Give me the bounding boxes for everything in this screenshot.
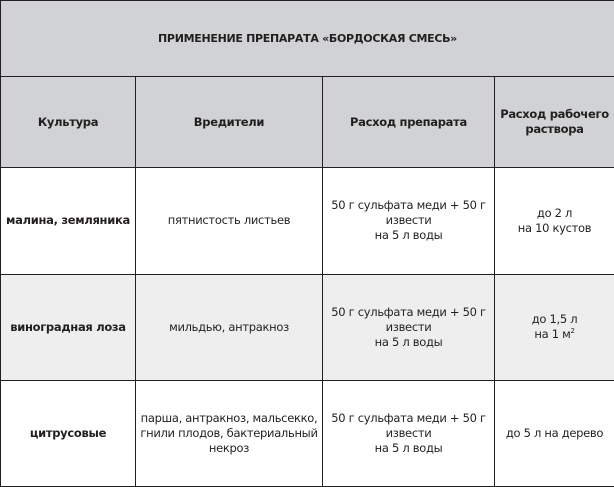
cell-crop: малина, земляника: [1, 168, 136, 274]
table-title: ПРИМЕНЕНИЕ ПРЕПАРАТА «БОРДОСКАЯ СМЕСЬ»: [1, 1, 614, 77]
cell-solution: [495, 168, 614, 274]
cell-pests: парша, антракноз, мальсекко, гнили плодов, бактериальный некроз: [136, 380, 323, 486]
table-title-row: [1, 1, 614, 77]
solution-text: до 2 л на 10 кустов: [517, 205, 592, 235]
table-row: [1, 274, 614, 380]
table-header-row: [1, 77, 614, 168]
table-row: [1, 380, 614, 486]
cell-dose: 50 г сульфата меди + 50 г извести на 5 л воды: [323, 380, 495, 486]
solution-text: до 1,5 л на 1 м: [531, 312, 578, 342]
cell-crop: цитрусовые: [1, 380, 136, 486]
cell-pests: мильдью, антракноз: [136, 274, 323, 380]
header-dose: Расход препарата: [323, 77, 495, 168]
header-crop: Культура: [1, 77, 136, 168]
cell-crop: виноградная лоза: [1, 274, 136, 380]
cell-solution: [495, 380, 614, 486]
solution-text: до 5 л на дерево: [505, 425, 604, 440]
table-row: [1, 168, 614, 274]
header-pests: Вредители: [136, 77, 323, 168]
cell-solution: [495, 274, 614, 380]
cell-dose: 50 г сульфата меди + 50 г извести на 5 л воды: [323, 168, 495, 274]
cell-pests: пятнистость листьев: [136, 168, 323, 274]
header-solution: Расход рабочего раствора: [495, 77, 614, 168]
cell-dose: 50 г сульфата меди + 50 г извести на 5 л воды: [323, 274, 495, 380]
solution-superscript: 2: [570, 327, 575, 336]
